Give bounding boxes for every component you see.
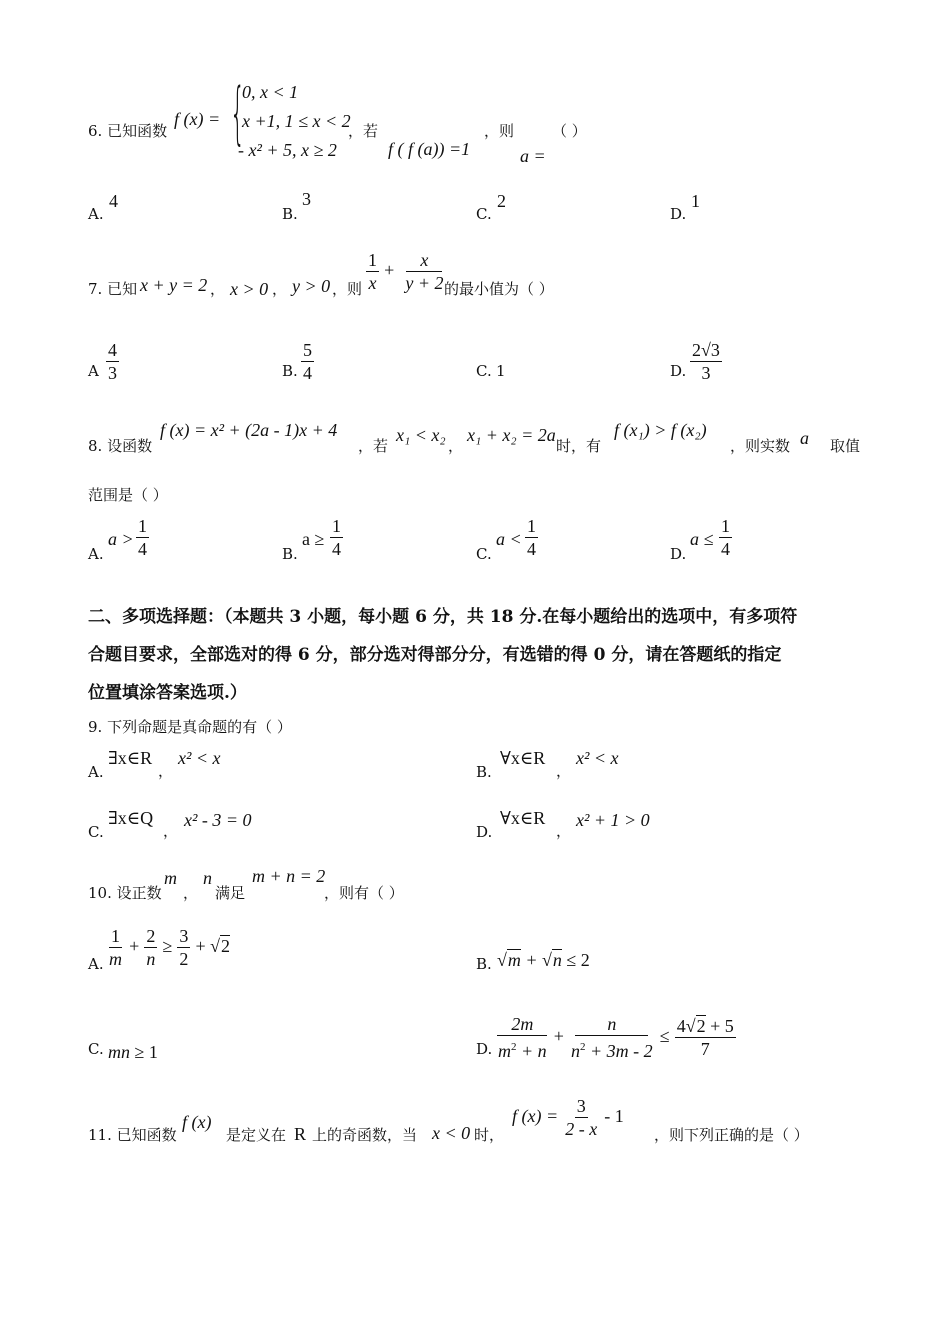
- q10-option-d-expr: $\frac{2m}{m^2 + n}$ + $\frac{n}{n^2 + 3m - 2}$ ≤ $\frac{4√2 + 5}{7}$: [498, 1014, 734, 1061]
- q6-a-eq: a =: [520, 146, 546, 166]
- q10-tail: ，则有（ ）: [324, 884, 404, 902]
- q6-then: ，则: [484, 122, 515, 140]
- q9-stem: 9. 下列命题是真命题的有（ ）: [88, 718, 292, 736]
- q8-option-b-frac: [330, 516, 343, 559]
- q11-def: 是定义在: [226, 1126, 287, 1144]
- q7-option-b-num: 5: [303, 340, 312, 360]
- q8-option-b-den: 4: [332, 539, 341, 559]
- q7-cond1: x + y = 2: [140, 275, 208, 295]
- q6-case2: x +1, 1 ≤ x < 2: [242, 111, 351, 131]
- q7-expr-frac2-den: y + 2: [405, 273, 444, 293]
- q9-option-b-sep: ，: [556, 762, 572, 780]
- q6-case3: - x² + 5, x ≥ 2: [238, 140, 337, 160]
- q7-cond3: y > 0: [292, 276, 331, 296]
- q9-option-b-quant: ∀x∈R: [500, 748, 546, 768]
- q8-option-b-num: 1: [332, 516, 341, 536]
- q7-expression: [366, 250, 445, 293]
- q7-option-d-den: 3: [701, 363, 711, 383]
- q9-option-a-quant: ∃x∈R: [108, 748, 153, 768]
- section2-line2: 合题目要求，全部选对的得 6 分，部分选对得部分分，有选错的得 0 分，请在答题纸的指定: [88, 645, 782, 665]
- q7-then: ，则: [332, 280, 363, 298]
- q6-option-d-label: D.: [670, 205, 687, 223]
- q6-cond: f ( f (a)) =1: [388, 139, 471, 159]
- q7-stem: 7. 已知: [88, 280, 138, 298]
- q9-option-a-expr: x² < x: [178, 748, 221, 768]
- q8-option-a-lhs: a >: [108, 529, 134, 549]
- q7-expr-plus: +: [384, 260, 395, 280]
- q10-option-c-expr: mn ≥ 1: [108, 1042, 158, 1062]
- q7-cond2: x > 0: [230, 279, 269, 299]
- q6-option-a-value: 4: [109, 191, 118, 211]
- q7-sep1: ，: [210, 280, 226, 298]
- q9-option-c-quant: ∃x∈Q: [108, 808, 154, 828]
- q7-option-a-den: 3: [108, 363, 117, 383]
- q8-option-c-num: 1: [527, 516, 536, 536]
- q6-option-a-label: A.: [88, 205, 104, 223]
- q9-option-b-expr: x² < x: [576, 748, 619, 768]
- q8-var: a: [800, 428, 809, 448]
- q8-option-a-frac: [136, 516, 149, 559]
- q7-expr-frac2-num: x: [406, 250, 442, 272]
- q6-option-b-value: 3: [302, 189, 311, 209]
- q8-option-c-frac: [525, 516, 538, 559]
- q9-option-a-sep: ，: [158, 762, 174, 780]
- q8-line2: 范围是（ ）: [88, 486, 168, 504]
- q7-option-c-value: 1: [496, 362, 506, 380]
- q8-cond2: x₁ + x₂ = 2a: [467, 425, 556, 445]
- q11-cond: x < 0: [432, 1123, 471, 1143]
- q9-option-d-expr: x² + 1 > 0: [576, 810, 650, 830]
- q9-option-d-sep: ，: [556, 822, 572, 840]
- q7-expr-frac2: [403, 250, 445, 293]
- q7-option-a-label: A: [88, 362, 99, 380]
- q7-option-b-frac: [301, 340, 314, 383]
- q10-option-a-label: A.: [88, 955, 104, 973]
- q6-paren: （ ）: [552, 122, 587, 140]
- q8-option-d-num: 1: [721, 516, 730, 536]
- q7-option-d-label: D.: [670, 362, 687, 380]
- q7-option-c-label: C.: [476, 362, 492, 380]
- q11-expr: f (x) = $\frac{3}{2 - x}$ - 1: [512, 1096, 624, 1139]
- q8-option-c-lhs: a <: [496, 529, 522, 549]
- q10-sep: ，: [183, 884, 199, 902]
- q9-option-c-expr: x² - 3 = 0: [184, 810, 252, 830]
- q6-fx-lhs: f (x) =: [174, 109, 221, 129]
- q7-expr-frac1-num: 1: [368, 250, 377, 270]
- q11-odd: 上的奇函数，当: [312, 1126, 418, 1144]
- q10-option-a-expr: $\frac{1}{m}$ + $\frac{2}{n}$ ≥ $\frac{3}{2}$ + √2: [109, 926, 231, 969]
- q8-option-c-den: 4: [527, 539, 536, 559]
- q8-option-a-label: A.: [88, 545, 104, 563]
- q6-option-d-value: 1: [691, 191, 700, 211]
- q10-satisfy: 满足: [215, 884, 246, 902]
- q8-cond1: x₁ < x₂: [396, 425, 446, 445]
- q6-brace: {: [230, 74, 246, 153]
- q8-cond-prefix: ，若: [358, 437, 389, 455]
- q7-expr-frac1: [366, 250, 379, 293]
- section2-line3: 位置填涂答案选项.）: [88, 683, 247, 703]
- q7-option-b-label: B.: [282, 362, 298, 380]
- q8-when: 时，有: [556, 437, 602, 455]
- q10-n: n: [203, 868, 212, 888]
- q11-fx: f (x): [182, 1112, 212, 1132]
- q10-option-b-expr: √m + √n ≤ 2: [497, 950, 590, 970]
- q11-tail: ，则下列正确的是（ ）: [654, 1126, 809, 1144]
- q8-option-d-label: D.: [670, 545, 687, 563]
- q10-stem: 10. 设正数: [88, 884, 162, 902]
- q6-option-c-label: C.: [476, 205, 492, 223]
- q7-option-d-frac: [690, 340, 722, 383]
- q8-option-d-frac: [719, 516, 732, 559]
- q8-fx: f (x) = x² + (2a - 1)x + 4: [160, 420, 338, 440]
- q8-stem: 8. 设函数: [88, 437, 153, 455]
- q8-option-a-num: 1: [138, 516, 147, 536]
- q9-option-b-label: B.: [476, 763, 492, 781]
- q8-option-d-den: 4: [721, 539, 730, 559]
- q7-tail: 的最小值为（ ）: [444, 280, 554, 298]
- q10-cond: m + n = 2: [252, 866, 326, 886]
- q8-option-b-lhs: a ≥: [302, 529, 325, 549]
- q8-option-d-lhs: a ≤: [690, 529, 714, 549]
- q11-R: R: [294, 1124, 307, 1144]
- q6-option-b-label: B.: [282, 205, 298, 223]
- q10-m: m: [164, 868, 177, 888]
- q6-option-c-value: 2: [497, 191, 506, 211]
- q9-option-a-label: A.: [88, 763, 104, 781]
- q9-option-d-quant: ∀x∈R: [500, 808, 546, 828]
- q7-sep2: ，: [272, 280, 288, 298]
- q8-sep: ，: [448, 437, 464, 455]
- q8-option-c-label: C.: [476, 545, 492, 563]
- q6-stem: 6. 已知函数: [88, 122, 168, 140]
- section2-line1: 二、多项选择题：（本题共 3 小题，每小题 6 分，共 18 分.在每小题给出的选项中，有多项符: [88, 607, 798, 627]
- q7-option-b-den: 4: [303, 363, 312, 383]
- q8-cond3: f (x₁) > f (x₂): [614, 420, 707, 440]
- q10-option-d-label: D.: [476, 1040, 493, 1058]
- q8-tail: 取值: [830, 437, 861, 455]
- q10-option-c-label: C.: [88, 1040, 104, 1058]
- q6-case1: 0, x < 1: [242, 82, 299, 102]
- q9-option-c-label: C.: [88, 823, 104, 841]
- q11-stem: 11. 已知函数: [88, 1126, 177, 1144]
- q7-expr-frac1-den: x: [368, 273, 377, 293]
- q6-cond-prefix: ，若: [348, 122, 379, 140]
- q7-option-d-num: 2√3: [692, 340, 720, 360]
- q11-when: 时，: [474, 1126, 505, 1144]
- q8-option-a-den: 4: [138, 539, 147, 559]
- q9-option-c-sep: ，: [163, 822, 179, 840]
- q7-option-a-num: 4: [108, 340, 117, 360]
- q10-option-b-label: B.: [476, 955, 492, 973]
- q8-then: ，则实数: [730, 437, 791, 455]
- q7-option-a-frac: [106, 340, 119, 383]
- q8-option-b-label: B.: [282, 545, 298, 563]
- q9-option-d-label: D.: [476, 823, 493, 841]
